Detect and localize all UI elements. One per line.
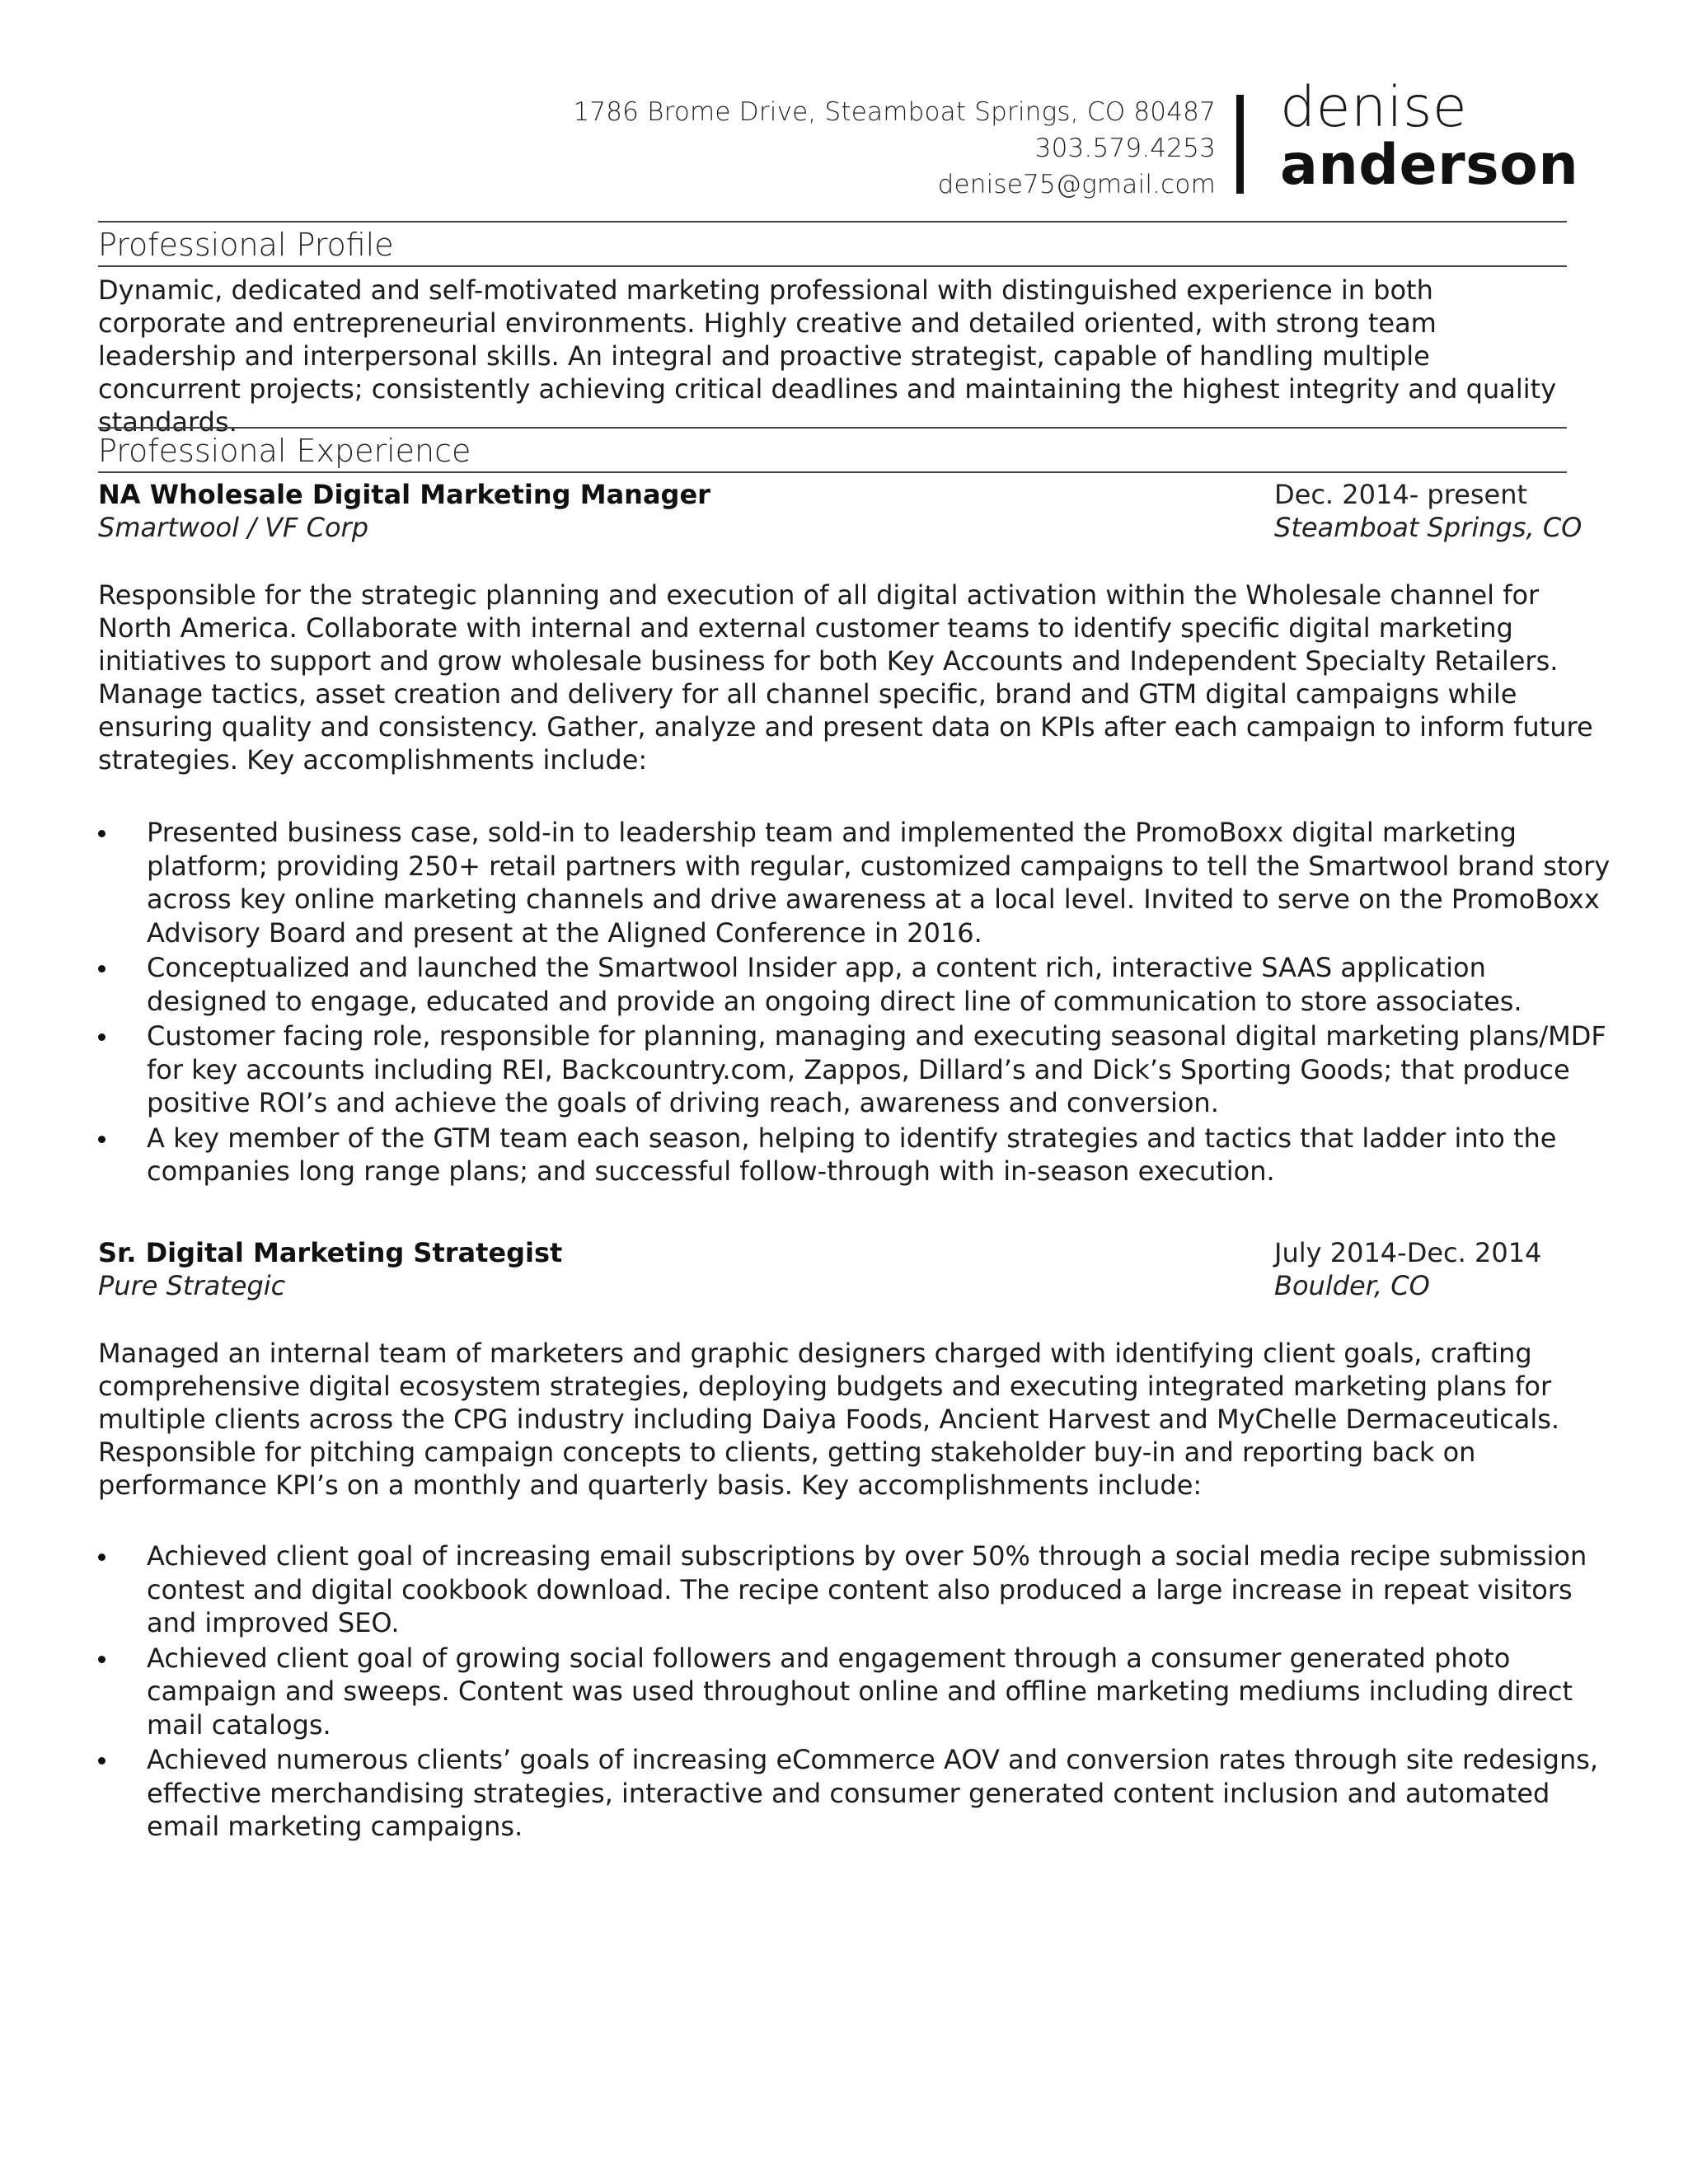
list-item: Customer facing role, responsible for planning, managing and executing seasonal digital marketing plans/MDF for key accounts including REI, Backcountry.com, Zappos, Dillard’s and Dick’s Sporting Goods; that produce positive ROI’s and achieve the goals of driving reach, awareness and conversion. [98,1019,1615,1120]
bullet-icon [98,965,106,972]
contact-block [573,94,1216,203]
job-location: Boulder, CO [1274,1270,1430,1301]
job-title: NA Wholesale Digital Marketing Manager [98,479,710,510]
list-item: Achieved client goal of increasing email subscriptions by over 50% through a social media recipe submission contest and digital cookbook download. The recipe content also produced a large increase in repeat visitors and improved SEO. [98,1540,1615,1640]
name-divider-bar [1236,95,1244,194]
list-item: Achieved client goal of growing social followers and engagement through a consumer generated photo campaign and sweeps. Content was used throughout online and offline marketing mediums including direct mail catalogs. [98,1642,1615,1742]
job-summary: Managed an internal team of marketers and graphic designers charged with identifying client goals, crafting comprehensive digital ecosystem strategies, deploying budgets and executing integrated marketing plans for multiple clients across the CPG industry including Daiya Foods, Ancient Harvest and MyChelle Dermaceuticals. Responsible for pitching campaign concepts to clients, getting stakeholder buy-in and reporting back on performance KPI’s on a monthly and quarterly basis. Key accomplishments include: [98,1338,1560,1501]
section-title-experience: Professional Experience [98,433,471,469]
section-rule-bottom-profile [98,265,1567,267]
list-item: Conceptualized and launched the Smartwool Insider app, a content rich, interactive SAAS application designed to engage, educated and provide an ongoing direct line of communication to store associates. [98,951,1615,1018]
bullet-icon [98,830,106,837]
profile-text: Dynamic, dedicated and self-motivated marketing professional with distinguished experience in both corporate and entrepreneurial environments. Highly creative and detailed oriented, with strong team leadership and interpersonal skills. An integral and proactive strategist, capable of handling multiple concurrent projects; consistently achieving critical deadlines and maintaining the highest integrity and quality standards. [98,274,1557,438]
list-item: Presented business case, sold-in to leadership team and implemented the PromoBoxx digital marketing platform; providing 250+ retail partners with regular, customized campaigns to tell the Smartwool brand story across key online marketing channels and drive awareness at a local level. Invited to serve on the PromoBoxx Advisory Board and present at the Aligned Conference in 2016. [98,816,1615,949]
job-title: Sr. Digital Marketing Strategist [98,1237,563,1268]
job-dates: Dec. 2014- present [1274,479,1528,510]
email: denise75@gmail.com [937,170,1216,199]
list-item: Achieved numerous clients’ goals of increasing eCommerce AOV and conversion rates through site redesigns, effective merchandising strategies, interactive and consumer generated content inclusion and automated email marketing campaigns. [98,1743,1615,1844]
job-accomplishments-list [98,816,1615,1190]
bullet-icon [98,1554,106,1561]
bullet-icon [98,1136,106,1143]
job-dates: July 2014-Dec. 2014 [1274,1237,1542,1268]
bullet-icon [98,1656,106,1663]
first-name: denise [1280,75,1468,140]
bullet-icon [98,1033,106,1041]
section-title-profile: Professional Profile [98,227,394,263]
section-rule-bottom-experience [98,471,1567,473]
phone: 303.579.4253 [1034,134,1216,163]
section-rule-top-experience [98,427,1567,429]
candidate-name [1280,75,1579,198]
list-item: A key member of the GTM team each season, helping to identify strategies and tactics that ladder into the companies long range plans; and successful follow-through with in-season execution. [98,1122,1615,1188]
job-accomplishments-list [98,1540,1615,1845]
job-company: Smartwool / VF Corp [98,512,368,543]
last-name: anderson [1280,133,1579,198]
job-company: Pure Strategic [98,1270,286,1301]
job-summary: Responsible for the strategic planning and execution of all digital activation within the Wholesale channel for North America. Collaborate with internal and external customer teams to identify specific digital marketing initiatives to support and grow wholesale business for both Key Accounts and Independent Specialty Retailers. Manage tactics, asset creation and delivery for all channel specific, brand and GTM digital campaigns while ensuring quality and consistency. Gather, analyze and present data on KPIs after each campaign to inform future strategies. Key accomplishments include: [98,579,1593,776]
bullet-icon [98,1757,106,1765]
section-rule-top-profile [98,221,1567,223]
job-location: Steamboat Springs, CO [1274,512,1582,543]
address: 1786 Brome Drive, Steamboat Springs, CO 80487 [573,97,1216,127]
